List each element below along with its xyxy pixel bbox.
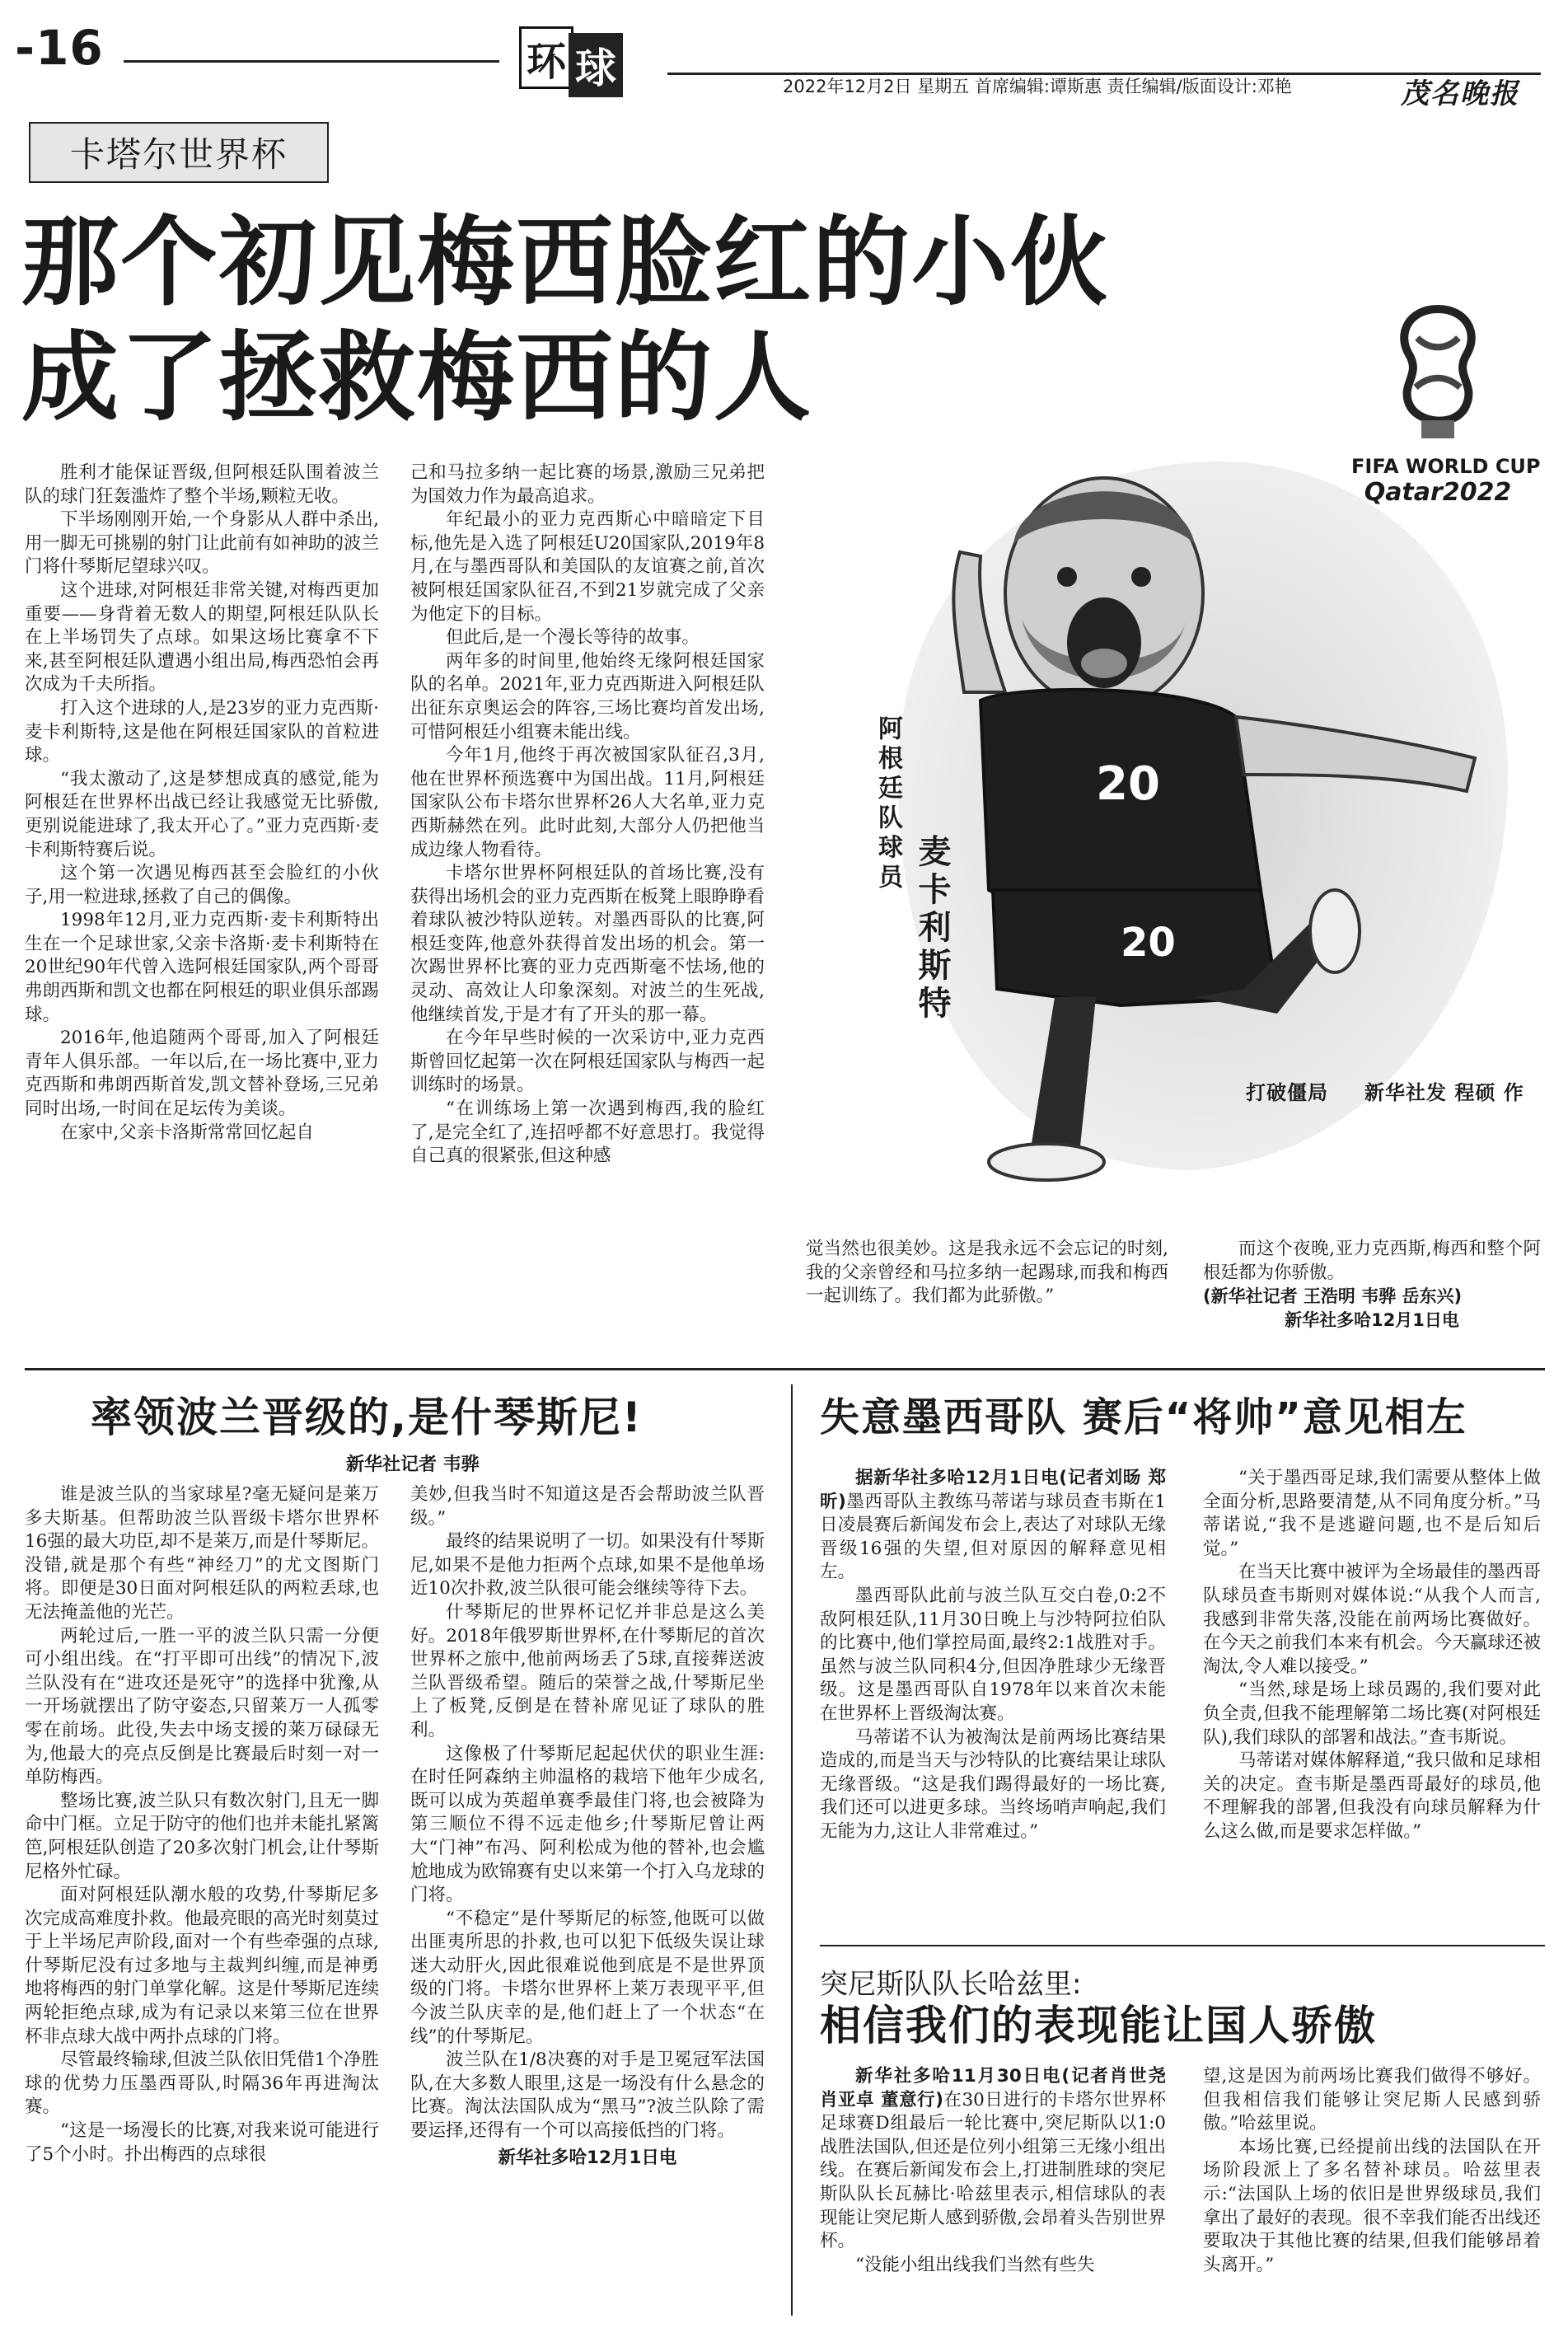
paragraph: 面对阿根廷队潮水般的攻势,什琴斯尼多次完成高难度扑救。他最亮眼的高光时刻莫过于上半场尼声阶段,面对一个有些牵强的点球,什琴斯尼没有过多地与主裁判纠缠,而是神勇地将梅西的射门单掌化解。这是什琴斯尼连续两轮拒绝点球,成为有记录以来第三位在世界杯非点球大战中两扑点球的门将。 (25, 1885, 380, 2047)
top-story-col2 (410, 461, 765, 1169)
paragraph: “我太激动了,这是梦想成真的感觉,能为阿根廷在世界杯出战已经让我感觉无比骄傲,更别说能进球了,我太开心了。”亚力克西斯·麦卡利斯特赛后说。 (25, 768, 379, 860)
paragraph: 尽管最终输球,但波兰队依旧凭借1个净胜球的优势力压墨西哥队,时隔36年再进淘汰赛。 (25, 2049, 379, 2118)
poland-headline: 率领波兰晋级的,是什琴斯尼! (91, 1394, 643, 1441)
paragraph: 波兰队在1/8决赛的对手是卫冕冠军法国队,在大多数人眼里,这是一场没有什么悬念的比赛。淘汰法国队成为“黑马”?波兰队除了需要运择,还得有一个可以高接低挡的门将。 (410, 2049, 765, 2142)
paragraph: “在训练场上第一次遇到梅西,我的脸红了,是完全红了,连招呼都不好意思打。我觉得自己真的很紧张,但这种感 (410, 1098, 765, 1167)
tunisia-col1 (820, 2065, 1166, 2277)
paragraph: 但此后,是一个漫长等待的故事。 (446, 627, 700, 649)
paragraph: “这是一场漫长的比赛,对我来说可能进行了5个小时。扑出梅西的点球很 (25, 2120, 379, 2165)
mexico-col1 (820, 1467, 1166, 1844)
paragraph: 在当天比赛中被评为全场最佳的墨西哥队球员查韦斯则对媒体说:“从我个人而言,我感到非常失落,没能在前两场比赛做好。在今天之前我们本来有机会。今天赢球还被淘汰,令人难以接受。” (1203, 1562, 1541, 1677)
paragraph: 2016年,他追随两个哥哥,加入了阿根廷青年人俱乐部。一年以后,在一场比赛中,亚力克西斯和弗朗西斯首发,凯文替补登场,三兄弟同时出场,一时间在足坛传为美谈。 (25, 1028, 379, 1120)
caption-team: 阿根廷队球员 (873, 715, 902, 893)
paragraph: 谁是波兰队的当家球星?毫无疑问是莱万多夫斯基。但帮助波兰队晋级卡塔尔世界杯16强的最大功臣,却不是莱万,而是什琴斯尼。没错,就是那个有些“神经刀”的尤文图斯门将。即便是30日面对阿根廷队的两粒丢球,也无法掩盖他的光芒。 (25, 1484, 379, 1623)
top-story-byline: (新华社记者 王浩明 韦骅 岳东兴) (1203, 1286, 1463, 1307)
paragraph: 整场比赛,波兰队只有数次射门,且无一脚命中门框。立足于防守的他们也并未能扎紧篱笆,阿根廷队创造了20多次射门机会,让什琴斯尼格外忙碌。 (25, 1790, 380, 1882)
paragraph: 觉当然也很美妙。这是我永远不会忘记的时刻,我的父亲曾经和马拉多纳一起踢球,而我和梅西一起训练了。我们都为此骄傲。” (806, 1239, 1168, 1307)
header-info: 2022年12月2日 星期五 首席编辑:谭斯惠 责任编辑/版面设计:邓艳 (783, 77, 1292, 96)
top-story-dateline: 新华社多哈12月1日电 (1285, 1309, 1459, 1330)
illustration-credit: 新华社发 程硕 作 (1364, 1081, 1524, 1104)
top-story-col3 (806, 1238, 1168, 1309)
paragraph: 最终的结果说明了一切。如果没有什琴斯尼,如果不是他力拒两个点球,如果不是他单场近10次扑救,波兰队很可能会继续等待下去。 (410, 1531, 765, 1600)
jersey-number-chest: 20 (1096, 757, 1160, 811)
paragraph: “不稳定”是什琴斯尼的标签,他既可以做出匪夷所思的扑救,也可以犯下低级失误让球迷大动肝火,因此很难说他到底是不是世界顶级的门将。卡塔尔世界杯上莱万表现平平,但今波兰队庆幸的是,他们赶上了一个状态“在线”的什琴斯尼。 (410, 1908, 765, 2047)
paragraph: 年纪最小的亚力克西斯心中暗暗定下目标,他先是入选了阿根廷U20国家队,2019年8月,在与墨西哥队和美国队的友谊赛之前,首次被阿根廷国家队征召,不到21岁就完成了父亲为他定下的目标。 (410, 509, 765, 625)
page-number: -16 (15, 20, 104, 76)
mexico-lead: 据新华社多哈12月1日电(记者刘旸 郑昕) (820, 1468, 1166, 1512)
world-cup-emblem-icon (1351, 305, 1524, 445)
paragraph: “关于墨西哥足球,我们需要从整体上做全面分析,思路要清楚,从不同角度分析。”马蒂诺说,“我不是逃避问题,也不是后知后觉。” (1203, 1468, 1541, 1559)
poland-byline: 新华社记者 韦骅 (346, 1454, 480, 1475)
main-headline-line1: 那个初见梅西脸红的小伙 (21, 205, 1110, 319)
player-caricature-icon (849, 429, 1541, 1187)
paragraph: 美妙,但我当时不知道这是否会帮助波兰队晋级。” (410, 1484, 765, 1529)
logo-line2: Qatar2022 (1364, 478, 1512, 507)
main-headline-line2: 成了拯救梅西的人 (21, 321, 813, 434)
tunisia-lead-body: 在30日进行的卡塔尔世界杯足球赛D组最后一轮比赛中,突尼斯队以1:0战胜法国队,但还是位列小组第三无缘小组出线。在赛后新闻发布会上,打进制胜球的突尼斯队队长瓦赫比·哈兹里表示,相信球队的表现能让突尼斯人感到骄傲,会昂着头告别世界杯。 (820, 2089, 1167, 2252)
section-tag-box1 (519, 26, 573, 89)
paragraph: “没能小组出线我们当然有些失 (855, 2254, 1095, 2275)
tunisia-lead: 新华社多哈11月30日电(记者肖世尧 肖亚卓 董意行) (820, 2066, 1166, 2110)
paragraph: 什琴斯尼的世界杯记忆并非总是这么美好。2018年俄罗斯世界杯,在什琴斯尼的首次世界杯之旅中,他前两场丢了5球,直接葬送波兰队晋级希望。随后的荣誉之战,什琴斯尼坐上了板凳,反倒是在替补席见证了球队的胜利。 (410, 1601, 765, 1740)
paragraph: 这个进球,对阿根廷非常关键,对梅西更加重要——身背着无数人的期望,阿根廷队队长在上半场罚失了点球。如果这场比赛拿不下来,甚至阿根廷队遭遇小组出局,梅西恐怕会再次成为千夫所指。 (25, 579, 379, 696)
paragraph: 下半场刚刚开始,一个身影从人群中杀出,用一脚无可挑剔的射门让此前有如神助的波兰门将什琴斯尼望球兴叹。 (25, 509, 380, 578)
poland-col1 (25, 1483, 379, 2166)
paragraph: “当然,球是场上球员踢的,我们要对此负全责,但我不能理解第二场比赛(对阿根廷队),我们球队的部署和战法。”查韦斯说。 (1203, 1679, 1541, 1748)
section-char2: 球 (575, 44, 616, 92)
paragraph: 己和马拉多纳一起比赛的场景,激励三兄弟把为国效力作为最高追求。 (410, 462, 765, 507)
caption-player-name: 麦卡利斯特 (913, 834, 951, 1023)
illustration-credit-stamp: 打破僵局 (1246, 1081, 1328, 1104)
paragraph: 本场比赛,已经提前出线的法国队在开场阶段派上了多名替补球员。哈兹里表示:“法国队上场的依旧是世界级球员,我们拿出了最好的表现。很不幸我们能否出线还要取决于其他比赛的结果,但我们能够昂着头离开。” (1203, 2136, 1541, 2275)
paragraph: 这个第一次遇见梅西甚至会脸红的小伙子,用一粒进球,拯救了自己的偶像。 (25, 863, 379, 907)
paragraph: 在家中,父亲卡洛斯常常回忆起自 (60, 1122, 314, 1143)
mexico-headline: 失意墨西哥队 赛后“将帅”意见相左 (820, 1394, 1467, 1440)
paragraph: 两年多的时间里,他始终无缘阿根廷国家队的名单。2021年,亚力克西斯进入阿根廷队出征东京奥运会的阵容,三场比赛均首发出场,可惜阿根廷小组赛未能出线。 (410, 650, 765, 742)
paragraph: 打入这个进球的人,是23岁的亚力克西斯·麦卡利斯特,这是他在阿根廷国家队的首粒进球。 (25, 697, 379, 766)
poland-col2 (410, 1483, 765, 2170)
mexico-col2 (1203, 1467, 1541, 1844)
mexico-lead-body: 墨西哥队主教练马蒂诺与球员查韦斯在1日凌晨赛后新闻发布会上,表达了对球队无缘晋级16强的失望,但对原因的解释意见相左。 (820, 1491, 1166, 1583)
jersey-number-shorts: 20 (1121, 920, 1176, 966)
paragraph (820, 1467, 1166, 1585)
mexico-bottom-rule (820, 1945, 1545, 1946)
paragraph: 1998年12月,亚力克西斯·麦卡利斯特出生在一个足球世家,父亲卡洛斯·麦卡利斯特在20世纪90年代曾入选阿根廷国家队,两个哥哥弗朗西斯和凯文也都在阿根廷的职业俱乐部踢球。 (25, 910, 380, 1025)
paragraph: 马蒂诺对媒体解释道,“我只做和足球相关的决定。查韦斯是墨西哥最好的球员,他不理解我的部署,但我没有向球员解释为什么这么做,而是要求怎样做。” (1203, 1750, 1541, 1842)
story-tag (29, 122, 329, 183)
top-story-col1 (25, 461, 379, 1145)
logo-line1: FIFA WORLD CUP (1351, 455, 1541, 478)
paragraph: 马蒂诺不认为被淘汰是前两场比赛结果造成的,而是当天与沙特队的比赛结果让球队无缘晋级。“这是我们踢得最好的一场比赛,我们还可以进更多球。当终场哨声响起,我们无能为力,这让人非常难过。” (820, 1726, 1166, 1842)
tunisia-headline: 相信我们的表现能让国人骄傲 (820, 2002, 1377, 2049)
paragraph: 两轮过后,一胜一平的波兰队只需一分便可小组出线。在“打平即可出线”的情况下,波兰队没有在“进攻还是死守”的选择中犹豫,从一开场就摆出了防守姿态,只留莱万一人孤零零在前场。此役,失去中场支援的莱万碌碌无为,他最大的亮点反倒是比赛最后时刻一对一单防梅西。 (25, 1625, 379, 1788)
header-rule-left (124, 60, 499, 63)
section-divider (25, 1368, 1545, 1370)
paragraph: 卡塔尔世界杯阿根廷队的首场比赛,没有获得出场机会的亚力克西斯在板凳上眼睁睁看着球队被沙特队逆转。对墨西哥队的比赛,阿根廷变阵,他意外获得首发出场的机会。第一次踢世界杯比赛的亚力克西斯毫不怯场,他的灵动、高效让人印象深刻。对波兰的生死战,他继续首发,于是才有了开头的那一幕。 (410, 863, 765, 1025)
tunisia-kicker: 突尼斯队队长哈兹里: (820, 1968, 1082, 2001)
paragraph (820, 2065, 1166, 2254)
paragraph: 这像极了什琴斯尼起起伏伏的职业生涯:在时任阿森纳主帅温格的栽培下他年少成名,既可以成为英超单赛季最佳门将,也会被降为第三顺位不得不远走他乡;什琴斯尼曾让两大“门神”布冯、阿利松成为他的替补,也会尴尬地成为欧锦赛有史以来第一个打入乌龙球的门将。 (410, 1743, 765, 1906)
paragraph: 在今年早些时候的一次采访中,亚力克西斯曾回忆起第一次在阿根廷国家队与梅西一起训练时的场景。 (410, 1028, 765, 1096)
poland-dateline: 新华社多哈12月1日电 (498, 2147, 677, 2168)
paragraph: 而这个夜晚,亚力克西斯,梅西和整个阿根廷都为你骄傲。 (1203, 1239, 1541, 1283)
paragraph: 望,这是因为前两场比赛我们做得不够好。但我相信我们能够让突尼斯人民感到骄傲。”哈兹里说。 (1203, 2066, 1541, 2134)
paragraph: 墨西哥队此前与波兰队互交白卷,0:2不敌阿根廷队,11月30日晚上与沙特阿拉伯队的比赛中,他们掌控局面,最终2:1战胜对手。虽然与波兰队同积4分,但因净胜球少无缘晋级。这是墨西哥队自1978年以来首次未能在世界杯上晋级淘汰赛。 (820, 1585, 1166, 1724)
paragraph: 胜利才能保证晋级,但阿根廷队围着波兰队的球门狂轰滥炸了整个半场,颗粒无收。 (25, 462, 379, 507)
paragraph: 今年1月,他终于再次被国家队征召,3月,他在世界杯预选赛中为国出战。11月,阿根廷国家队公布卡塔尔世界杯26人大名单,亚力克西斯赫然在列。此时此刻,大部分人仍把他当成边缘人物看待。 (410, 745, 765, 860)
section-tag-box2 (569, 33, 623, 97)
top-story-col4 (1203, 1238, 1541, 1332)
column-divider (791, 1384, 793, 2316)
story-tag-text: 卡塔尔世界杯 (69, 134, 288, 175)
masthead-logo: 茂名晚报 (1401, 77, 1519, 110)
section-char1: 环 (526, 38, 566, 85)
player-illustration (849, 429, 1541, 1187)
tunisia-col2 (1203, 2065, 1541, 2277)
